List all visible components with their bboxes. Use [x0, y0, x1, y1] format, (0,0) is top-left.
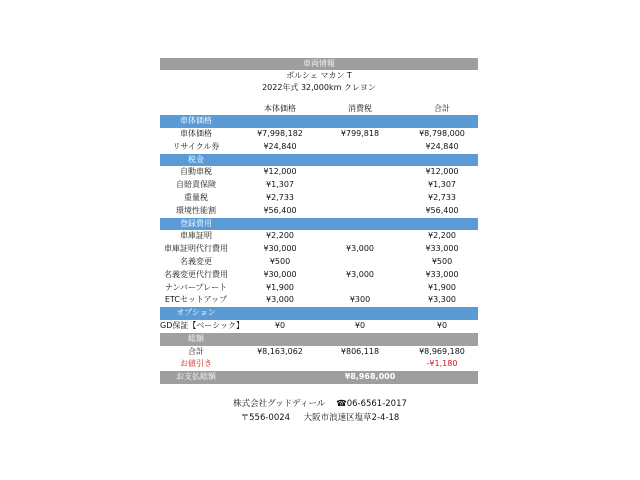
row-base: ¥1,307 — [266, 180, 294, 190]
section-label: 税金 — [188, 154, 204, 164]
row-total: ¥2,733 — [428, 193, 456, 203]
vehicle-name: ポルシェ マカン T — [286, 70, 352, 80]
row-base: ¥0 — [274, 321, 286, 331]
table-row — [160, 141, 478, 154]
discount-label: お値引き — [180, 359, 212, 369]
row-name: 車庫証明代行費用 — [164, 244, 228, 254]
row-name: 車庫証明 — [180, 231, 212, 241]
row-tax: ¥0 — [354, 321, 366, 331]
row-name: 名義変更 — [180, 257, 212, 267]
table-row — [160, 205, 478, 218]
section-summary — [160, 333, 478, 346]
table-row — [160, 243, 478, 256]
vehicle-details: 2022年式 32,000km クレヨン — [262, 82, 376, 92]
row-name: GD保証【ベーシック】 — [160, 321, 245, 331]
row-total: ¥8,969,180 — [419, 346, 465, 356]
company-name: 株式会社グッドディール — [233, 399, 326, 409]
row-tax: ¥806,118 — [340, 346, 380, 356]
row-total: ¥56,400 — [425, 205, 459, 215]
table-row — [160, 128, 478, 141]
postal-code: 〒556-0024 — [240, 413, 291, 423]
row-base: ¥8,163,062 — [257, 346, 303, 356]
row-total: ¥500 — [431, 257, 453, 267]
row-tax: ¥799,818 — [340, 129, 380, 139]
table-row — [160, 230, 478, 243]
section-label: 登録費用 — [180, 218, 212, 228]
row-name: 車体価格 — [180, 129, 212, 139]
row-total: ¥1,307 — [428, 180, 456, 190]
row-name: 名義変更代行費用 — [164, 269, 228, 279]
table-row — [160, 269, 478, 282]
footer-company-line — [0, 397, 640, 409]
column-header-tax: 消費税 — [348, 103, 372, 113]
phone-number: ☎06-6561-2017 — [336, 399, 407, 409]
column-header-total: 合計 — [434, 103, 450, 113]
row-base: ¥2,733 — [266, 193, 294, 203]
row-base: ¥24,840 — [263, 141, 297, 151]
summary-total-row — [160, 346, 478, 359]
table-row — [160, 320, 478, 333]
column-header-base: 本体価格 — [264, 103, 296, 113]
table-row — [160, 166, 478, 179]
table-row — [160, 192, 478, 205]
section-label: オプション — [176, 308, 216, 318]
section-registration — [160, 218, 478, 231]
table-row — [160, 282, 478, 295]
row-tax: ¥300 — [349, 295, 371, 305]
row-base: ¥30,000 — [263, 269, 297, 279]
row-name: 自賠責保険 — [176, 180, 216, 190]
row-base: ¥3,000 — [266, 295, 294, 305]
row-name: 合計 — [188, 346, 204, 356]
row-base: ¥2,200 — [266, 231, 294, 241]
table-row — [160, 179, 478, 192]
footer-address-line — [0, 411, 640, 423]
table-row — [160, 256, 478, 269]
row-name: リサイクル券 — [172, 141, 220, 151]
row-base: ¥500 — [269, 257, 291, 267]
row-total: ¥1,900 — [428, 282, 456, 292]
row-total: ¥33,000 — [425, 269, 459, 279]
row-total: ¥33,000 — [425, 244, 459, 254]
discount-row — [160, 358, 478, 371]
row-total: ¥12,000 — [425, 167, 459, 177]
row-base: ¥12,000 — [263, 167, 297, 177]
row-base: ¥1,900 — [266, 282, 294, 292]
row-total: ¥2,200 — [428, 231, 456, 241]
row-name: ナンバープレート — [164, 282, 228, 292]
vehicle-info-header: 車両情報 — [160, 58, 478, 70]
row-base: ¥30,000 — [263, 244, 297, 254]
section-label: 総額 — [188, 333, 204, 343]
row-name: 重量税 — [184, 193, 208, 203]
price-sheet — [160, 58, 478, 384]
row-name: ETCセットアップ — [164, 295, 228, 305]
row-total: ¥8,798,000 — [419, 129, 465, 139]
row-name: 自動車税 — [180, 167, 212, 177]
grand-total-label: お支払総額 — [176, 372, 216, 382]
section-taxes — [160, 154, 478, 167]
table-row — [160, 294, 478, 307]
section-options — [160, 307, 478, 320]
row-base: ¥7,998,182 — [257, 129, 303, 139]
row-total: ¥0 — [436, 321, 448, 331]
section-label: 車体価格 — [180, 116, 212, 126]
address: 大阪市浪速区塩草2-4-18 — [303, 413, 400, 423]
section-vehicle-price — [160, 115, 478, 128]
row-name: 環境性能割 — [176, 205, 216, 215]
row-total: ¥3,300 — [428, 295, 456, 305]
grand-total-bar — [160, 371, 478, 384]
column-headers — [160, 103, 478, 116]
row-tax: ¥3,000 — [346, 269, 374, 279]
row-base: ¥56,400 — [263, 205, 297, 215]
grand-total-amount: ¥8,968,000 — [344, 372, 396, 382]
row-tax: ¥3,000 — [346, 244, 374, 254]
discount-amount: -¥1,180 — [426, 359, 458, 369]
row-total: ¥24,840 — [425, 141, 459, 151]
